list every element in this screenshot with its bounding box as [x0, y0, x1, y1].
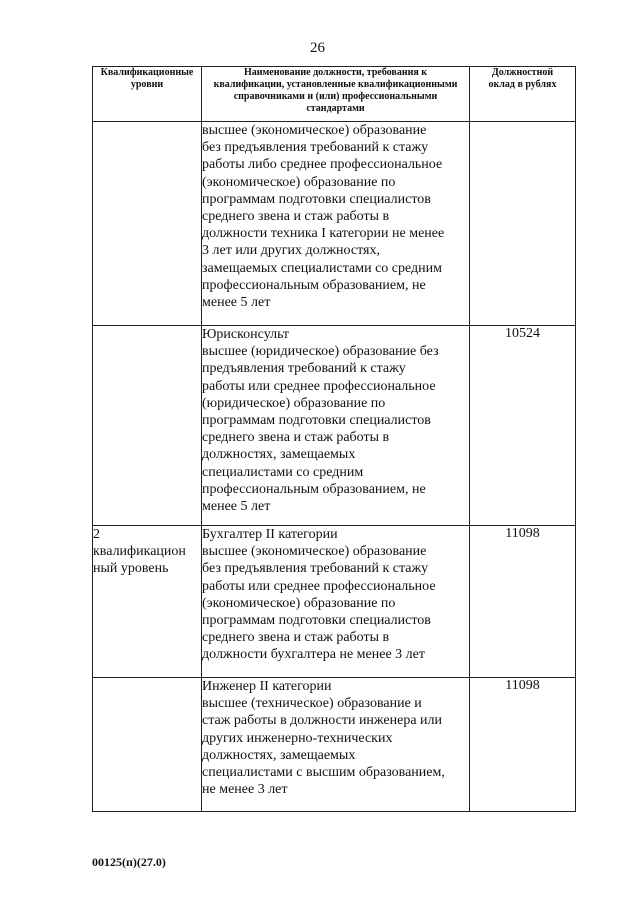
table-row [93, 526, 576, 678]
salary-cell [470, 122, 576, 326]
table-row [93, 678, 576, 812]
position-description-cell: Юрисконсульт высшее (юридическое) образование без предъявления требований к стажу работы или среднее профессиональное (юридическое) образование по программам подготовки специалистов среднего звена и стаж работы в должностях, замещаемых специалистами со средним профессиональным образованием, не менее 5 лет [202, 326, 470, 526]
level-cell [93, 326, 202, 526]
table-row [93, 326, 576, 526]
table-row [93, 122, 576, 326]
table-header-row [93, 67, 576, 122]
header-salary: Должностной оклад в рублях [470, 67, 576, 122]
document-code: 00125(п)(27.0) [92, 855, 166, 869]
salary-cell: 11098 [470, 526, 576, 678]
qualification-table [92, 66, 576, 812]
salary-cell: 10524 [470, 326, 576, 526]
position-description-cell: Бухгалтер II категории высшее (экономическое) образование без предъявления требований к стажу работы или среднее профессиональное (экономическое) образование по программам подготовки специалистов среднего звена и стаж работы в должности бухгалтера не менее 3 лет [202, 526, 470, 678]
level-cell [93, 678, 202, 812]
header-qualification-levels: Квалификационные уровни [93, 67, 202, 122]
level-cell: 2 квалификацион ный уровень [93, 526, 202, 678]
position-description-cell: Инженер II категории высшее (техническое) образование и стаж работы в должности инженера или других инженерно-технических должностях, замещаемых специалистами с высшим образованием, не менее 3 лет [202, 678, 470, 812]
level-cell [93, 122, 202, 326]
header-position-requirements: Наименование должности, требования к квалификации, установленные квалификационными справочниками и (или) профессиональными стандартами [202, 67, 470, 122]
page-number: 26 [310, 40, 325, 56]
position-description-cell: высшее (экономическое) образование без предъявления требований к стажу работы либо среднее профессиональное (экономическое) образование по программам подготовки специалистов среднего звена и стаж работы в должности техника I категории не менее 3 лет или других должностях, замещаемых специалистами со средним профессиональным образованием, не менее 5 лет [202, 122, 470, 326]
salary-cell: 11098 [470, 678, 576, 812]
